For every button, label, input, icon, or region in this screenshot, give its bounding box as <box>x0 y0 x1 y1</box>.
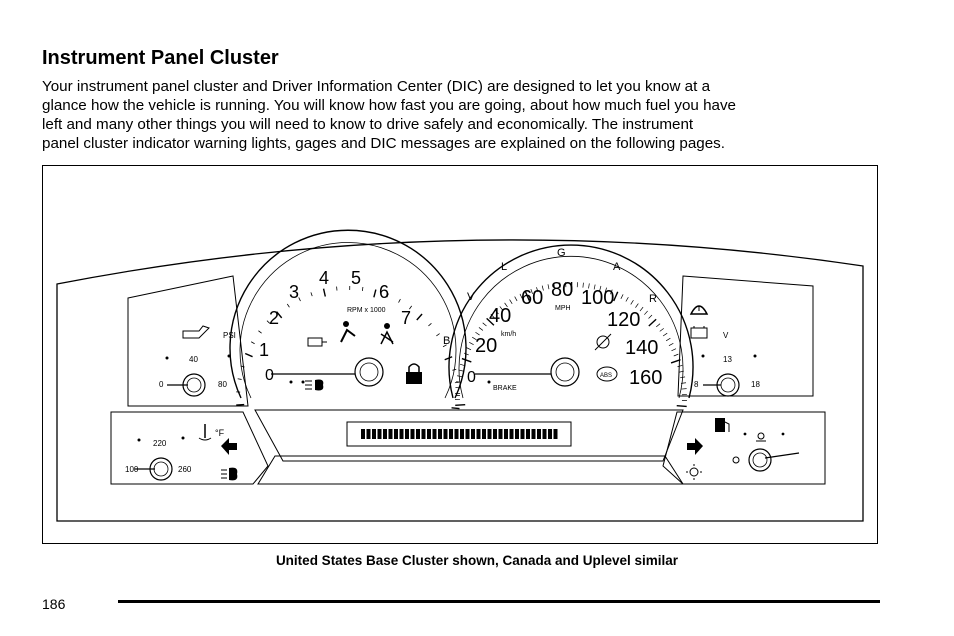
speed-tick <box>649 315 652 319</box>
dic-segment <box>488 429 492 439</box>
oil-label-40: 40 <box>189 355 198 364</box>
speed-tick <box>455 405 465 406</box>
dic-segment <box>405 429 409 439</box>
mph-number-100: 100 <box>581 287 615 309</box>
left-turn-arrow-icon <box>221 438 237 455</box>
dic-segment <box>389 429 393 439</box>
tach-number-5: 5 <box>351 268 362 288</box>
footer-rule <box>118 600 880 603</box>
tach-tick <box>455 382 459 383</box>
gage-dot <box>228 355 231 358</box>
speed-tick <box>457 376 462 377</box>
volt-unit-label: V <box>723 331 729 340</box>
tach-tick <box>258 331 261 333</box>
speedometer <box>443 245 693 406</box>
speed-tick <box>649 319 656 326</box>
speed-tick <box>671 349 676 351</box>
mph-number-40: 40 <box>489 305 512 327</box>
dic-segment <box>449 429 453 439</box>
dic-segment <box>482 429 486 439</box>
fuel-pump-icon <box>715 418 729 432</box>
headlamp-icon <box>305 380 323 391</box>
dic-segment <box>372 429 376 439</box>
speed-tick <box>660 328 664 331</box>
fog-lamp-icon <box>221 468 237 481</box>
paragraph-line: glance how the vehicle is running. You will know how fast you are going, about how much fuel you have <box>42 97 736 114</box>
dic-segment <box>400 429 404 439</box>
page-number: 186 <box>42 596 66 612</box>
tire-pressure-icon <box>691 306 707 314</box>
center-lower-trim <box>258 456 683 484</box>
speed-tick <box>460 364 465 365</box>
temp-label-260: 260 <box>178 465 192 474</box>
tach-number-0: 0 <box>265 367 274 384</box>
tach-tick <box>428 323 431 326</box>
dic-segment <box>427 429 431 439</box>
speed-tick <box>677 406 687 407</box>
oil-pressure-gage <box>159 326 236 396</box>
tach-tick <box>236 405 244 406</box>
mph-number-160: 160 <box>629 367 663 389</box>
tach-number-1: 1 <box>259 340 270 360</box>
gage-dot <box>702 355 705 358</box>
dic-segment <box>510 429 514 439</box>
paragraph-line: panel cluster indicator warning lights, gages and DIC messages are explained on the following pages. <box>42 135 725 152</box>
fuel-gage <box>733 433 799 471</box>
speed-tick <box>467 348 472 350</box>
kmh-unit-label: km/h <box>501 331 517 338</box>
gage-dot <box>182 437 185 440</box>
tach-tick <box>417 314 422 320</box>
tach-tick <box>238 379 242 380</box>
mph-unit-label: MPH <box>555 305 571 312</box>
dic-segment <box>394 429 398 439</box>
voltmeter-gage <box>694 331 760 396</box>
dic-segment <box>433 429 437 439</box>
dic-segment <box>548 429 552 439</box>
dic-segment <box>521 429 525 439</box>
paragraph-line: left and many other things you will need to know to drive safely and economically. The instrument <box>42 116 694 133</box>
tach-tick <box>436 334 439 336</box>
traction-off-icon <box>595 334 611 350</box>
seatbelt-icon <box>381 323 393 344</box>
speed-tick <box>674 354 679 356</box>
tach-number-4: 4 <box>319 268 330 288</box>
dic-segment <box>499 429 503 439</box>
tach-number-7: 7 <box>401 308 412 328</box>
mph-number-60: 60 <box>521 287 544 309</box>
mph-number-0: 0 <box>467 369 476 386</box>
dic-segment <box>416 429 420 439</box>
dic-segment <box>422 429 426 439</box>
temp-label-100: 100 <box>125 465 139 474</box>
speed-tick <box>621 294 623 298</box>
exterior-light-icon <box>686 464 702 480</box>
speed-tick <box>483 323 487 326</box>
prndl-letter: R <box>649 293 657 305</box>
tachometer <box>230 230 466 408</box>
instrument-cluster-illustration <box>42 165 878 544</box>
gage-dot <box>138 439 141 442</box>
dic-segment <box>532 429 536 439</box>
dic-segment <box>367 429 371 439</box>
airbag-icon <box>341 321 355 342</box>
dic-segment <box>361 429 365 439</box>
section-title: Instrument Panel Cluster <box>42 47 279 69</box>
dic-segment <box>493 429 497 439</box>
speed-tick <box>631 300 634 304</box>
mph-number-20: 20 <box>475 335 498 357</box>
battery-icon <box>691 326 707 338</box>
tach-tick <box>399 299 401 303</box>
tach-tick <box>245 354 252 357</box>
speed-tick <box>669 343 673 345</box>
speed-tick <box>462 359 471 362</box>
mph-number-140: 140 <box>625 337 659 359</box>
temp-label-220: 220 <box>153 439 167 448</box>
speed-tick <box>469 342 473 344</box>
speed-tick <box>656 324 660 327</box>
tach-tick <box>452 369 456 370</box>
oil-can-icon <box>183 326 209 338</box>
dic-segment <box>477 429 481 439</box>
dic-segment <box>378 429 382 439</box>
speed-tick <box>640 307 643 311</box>
gage-dot <box>488 381 491 384</box>
tach-tick <box>374 290 376 298</box>
dic-segment <box>504 429 508 439</box>
tach-tick <box>287 304 289 307</box>
gage-dot <box>754 355 757 358</box>
coolant-temp-icon <box>199 424 211 440</box>
speed-tick <box>635 304 638 308</box>
prndl-letter: V <box>467 291 475 303</box>
prndl-letter: A <box>613 261 621 273</box>
gage-dot <box>302 381 305 384</box>
coolant-temp-gage <box>125 424 225 480</box>
speed-tick <box>510 300 513 304</box>
security-lock-icon <box>406 364 422 384</box>
tach-tick <box>362 287 363 291</box>
oil-label-0: 0 <box>159 380 164 389</box>
prndl-letter: G <box>557 247 566 259</box>
gage-dots <box>138 355 757 442</box>
speed-tick <box>626 297 628 301</box>
brake-label: BRAKE <box>493 385 517 392</box>
dic-segment <box>455 429 459 439</box>
dic-segment <box>543 429 547 439</box>
dic-segment <box>460 429 464 439</box>
tach-number-2: 2 <box>269 308 280 328</box>
speed-tick <box>644 311 647 315</box>
tach-tick <box>251 342 254 344</box>
speed-tick <box>515 297 517 301</box>
tach-tick <box>452 408 460 409</box>
dic-segment <box>466 429 470 439</box>
tach-tick <box>311 292 312 296</box>
gage-dot <box>290 381 293 384</box>
dic-segment <box>383 429 387 439</box>
cluster-drawing <box>43 166 879 545</box>
volt-label-13: 13 <box>723 355 732 364</box>
speed-tick <box>548 284 549 289</box>
tach-unit-label: RPM x 1000 <box>347 307 386 314</box>
speed-tick <box>666 338 670 341</box>
mph-number-120: 120 <box>607 309 641 331</box>
dic-segment <box>438 429 442 439</box>
prndl-letter: L <box>501 261 508 273</box>
right-turn-arrow-icon <box>687 438 703 455</box>
dic-segment <box>411 429 415 439</box>
dic-segment <box>444 429 448 439</box>
abs-label: ABS <box>600 373 613 379</box>
intro-paragraph <box>42 77 902 153</box>
tach-number-3: 3 <box>289 282 300 302</box>
dic-segments <box>361 429 558 439</box>
speed-tick <box>680 377 685 378</box>
volt-label-18: 18 <box>751 380 760 389</box>
speed-tick <box>663 333 667 336</box>
check-engine-icon <box>308 338 327 346</box>
dic-segment <box>537 429 541 439</box>
dic-segment <box>515 429 519 439</box>
oil-unit-label: PSI <box>223 331 236 340</box>
paragraph-line: Your instrument panel cluster and Driver Information Center (DIC) are designed to let you know at a <box>42 78 711 95</box>
speed-tick <box>479 327 483 330</box>
gage-dot <box>166 357 169 360</box>
tach-tick <box>324 289 326 297</box>
dic-segment <box>471 429 475 439</box>
dic-segment <box>554 429 558 439</box>
mph-number-80: 80 <box>551 279 574 301</box>
volt-label-8: 8 <box>694 380 699 389</box>
speedo-hub <box>551 358 579 386</box>
temp-unit-label: °F <box>215 428 225 438</box>
tach-tick <box>445 357 452 360</box>
speed-tick <box>678 365 683 366</box>
figure-caption: United States Base Cluster shown, Canada and Uplevel similar <box>275 553 679 568</box>
tach-hub <box>355 358 383 386</box>
tach-number-6: 6 <box>379 282 390 302</box>
prndl-letter: B <box>443 335 451 347</box>
oil-label-80: 80 <box>218 380 227 389</box>
dic-segment <box>526 429 530 439</box>
